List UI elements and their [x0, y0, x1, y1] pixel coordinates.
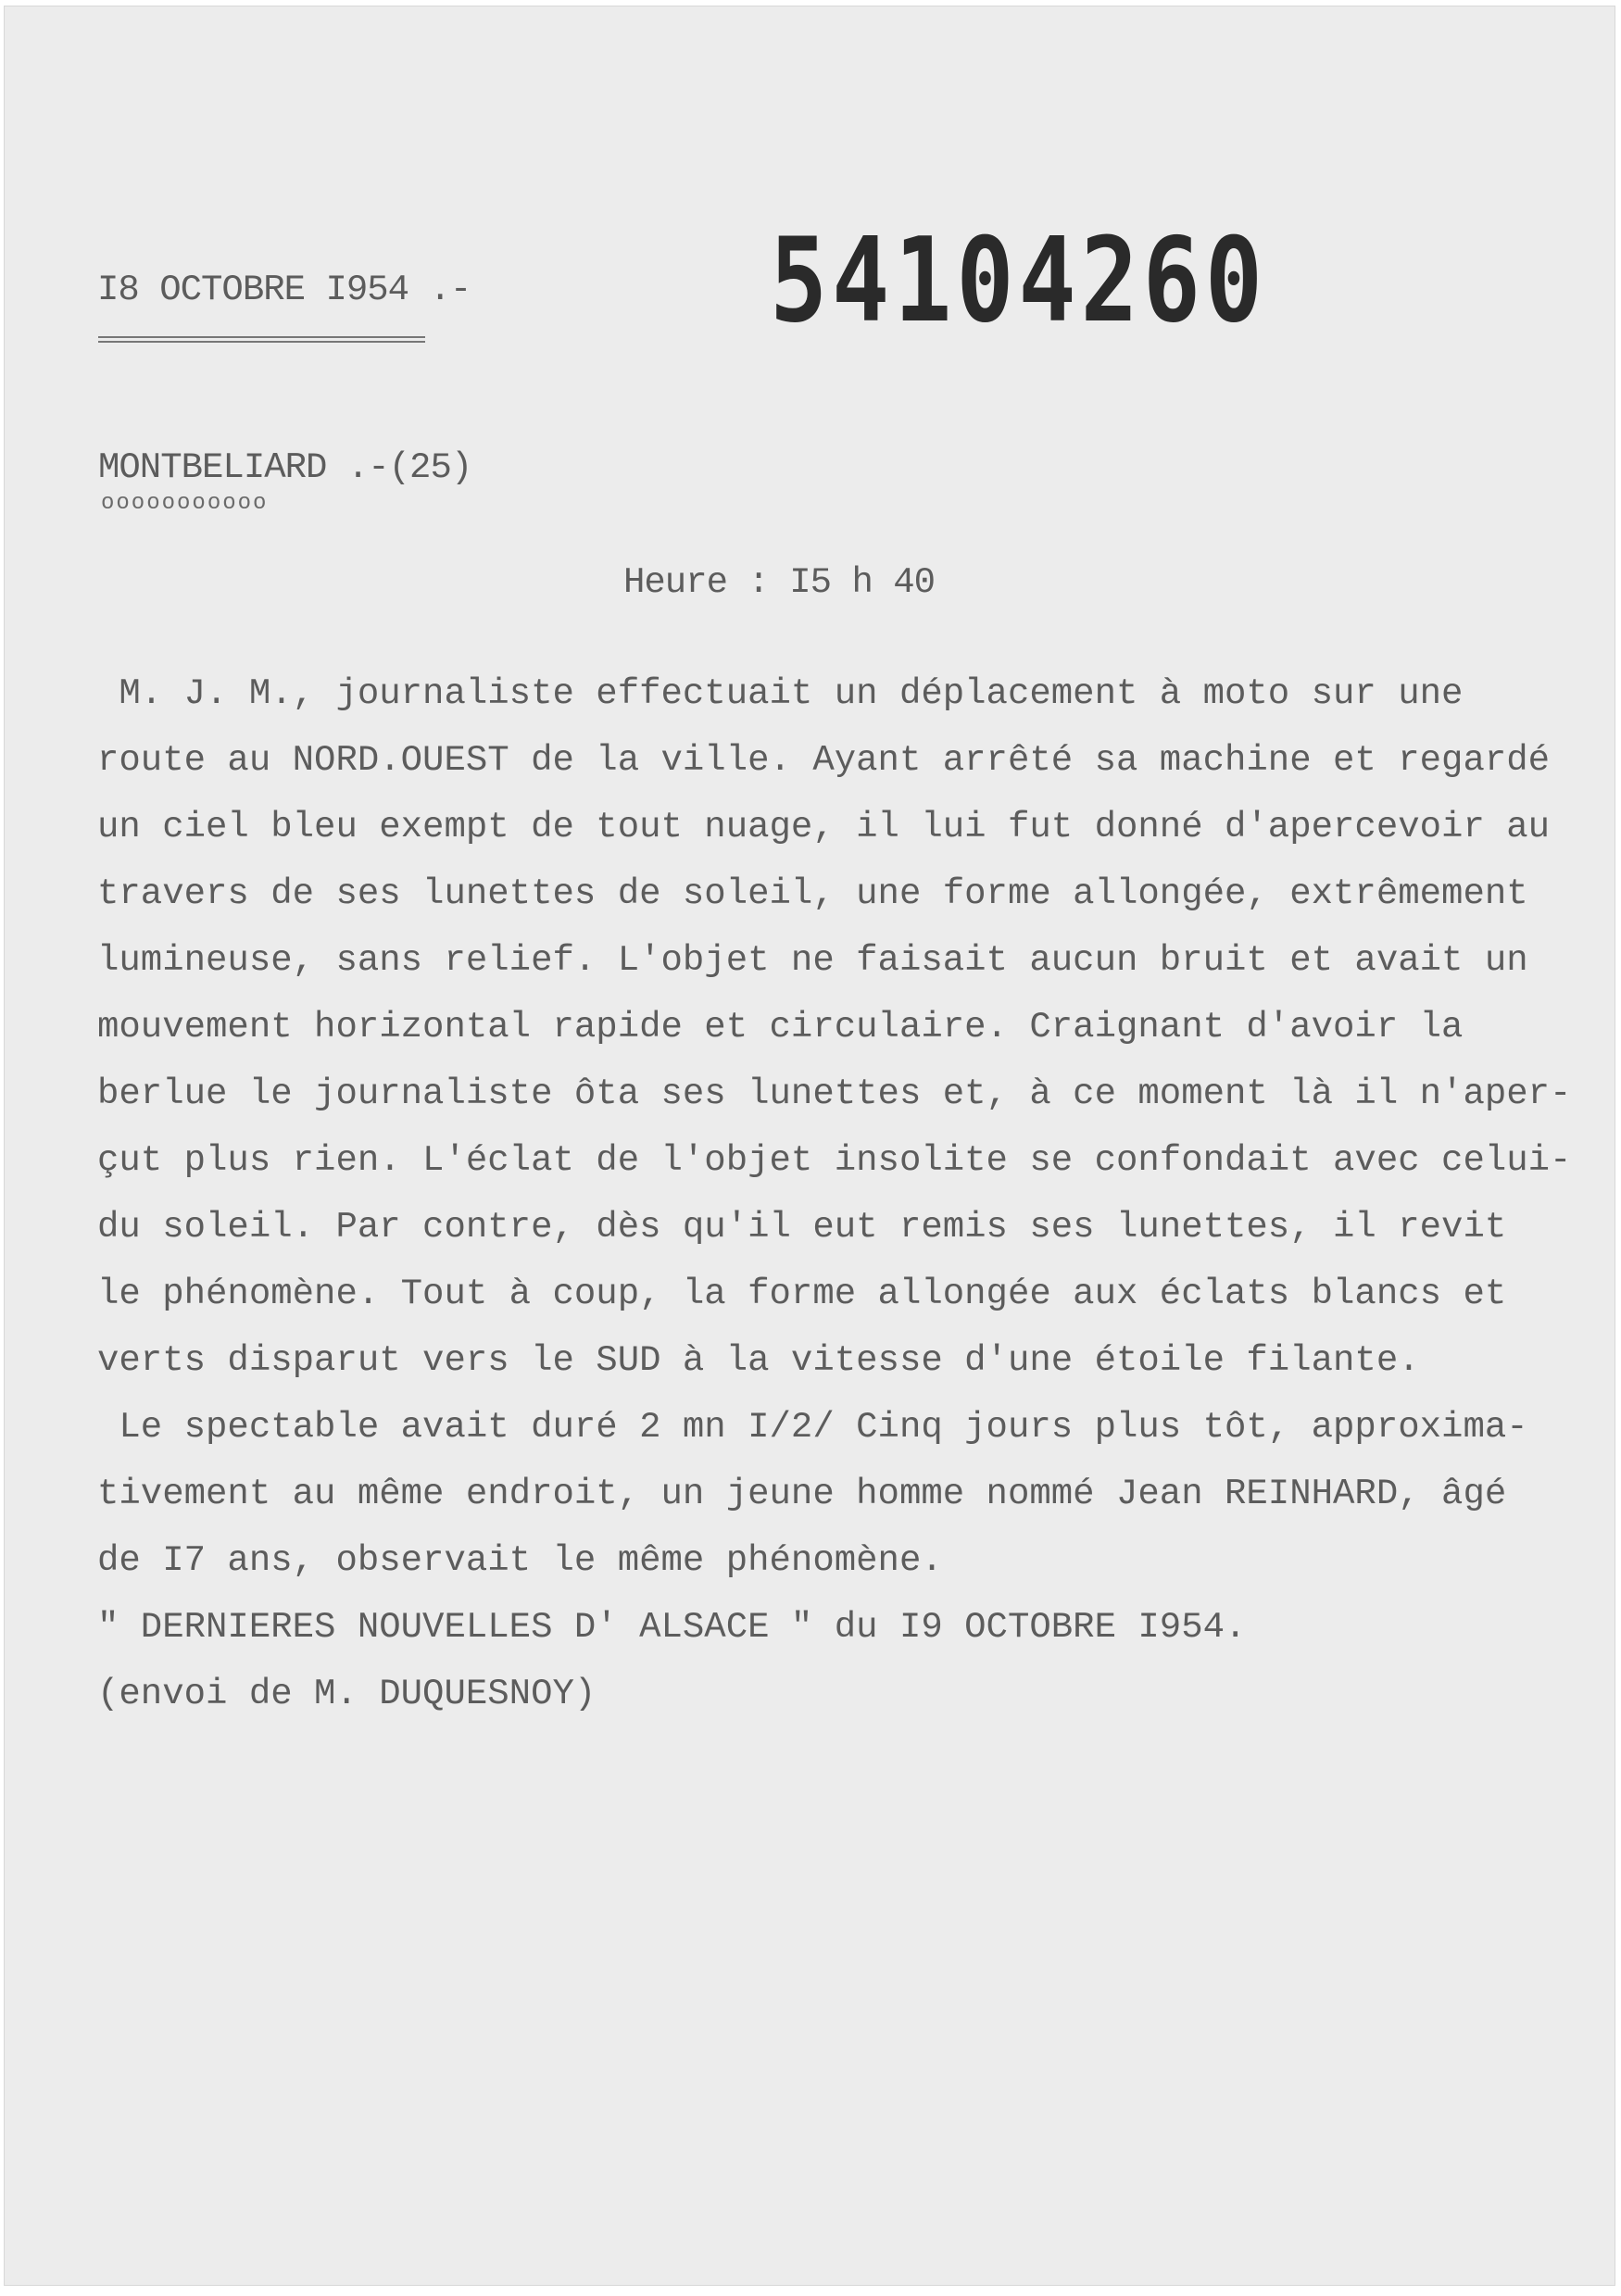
location-heading: MONTBELIARD .-(25) [98, 447, 472, 488]
body-line: le phénomène. Tout à coup, la forme allongée aux éclats blancs et [97, 1273, 1507, 1314]
body-line: route au NORD.OUEST de la ville. Ayant arrêté sa machine et regardé [97, 740, 1551, 781]
body-line: lumineuse, sans relief. L'objet ne faisait aucun bruit et avait un [97, 940, 1528, 981]
body-line: Le spectable avait duré 2 mn I/2/ Cinq jours plus tôt, approxima- [97, 1407, 1528, 1448]
body-line: M. J. M., journaliste effectuait un déplacement à moto sur une [97, 673, 1464, 714]
reference-number-stamp: 54104260 [770, 212, 1267, 348]
body-line: un ciel bleu exempt de tout nuage, il lui fut donné d'apercevoir au [97, 807, 1551, 847]
body-line: çut plus rien. L'éclat de l'objet insolite se confondait avec celui- [97, 1140, 1572, 1181]
date-underline [98, 336, 425, 343]
body-line: de I7 ans, observait le même phénomène. [97, 1540, 943, 1581]
document-page [4, 6, 1615, 2286]
source-citation: " DERNIERES NOUVELLES D' ALSACE " du I9 OCTOBRE I954. [97, 1607, 1247, 1648]
body-line: verts disparut vers le SUD à la vitesse d'une étoile filante. [97, 1340, 1420, 1381]
body-line: travers de ses lunettes de soleil, une forme allongée, extrêmement [97, 873, 1528, 914]
location-underline-dots: ooooooooooo [101, 491, 269, 516]
body-line: mouvement horizontal rapide et circulaire. Craignant d'avoir la [97, 1007, 1464, 1048]
body-line: tivement au même endroit, un jeune homme nommé Jean REINHARD, âgé [97, 1474, 1507, 1514]
body-line: berlue le journaliste ôta ses lunettes et, à ce moment là il n'aper- [97, 1073, 1572, 1114]
sender-note: (envoi de M. DUQUESNOY) [97, 1674, 597, 1714]
document-date: I8 OCTOBRE I954 .- [97, 270, 471, 310]
observation-time: Heure : I5 h 40 [623, 562, 936, 603]
body-line: du soleil. Par contre, dès qu'il eut remis ses lunettes, il revit [97, 1207, 1507, 1248]
